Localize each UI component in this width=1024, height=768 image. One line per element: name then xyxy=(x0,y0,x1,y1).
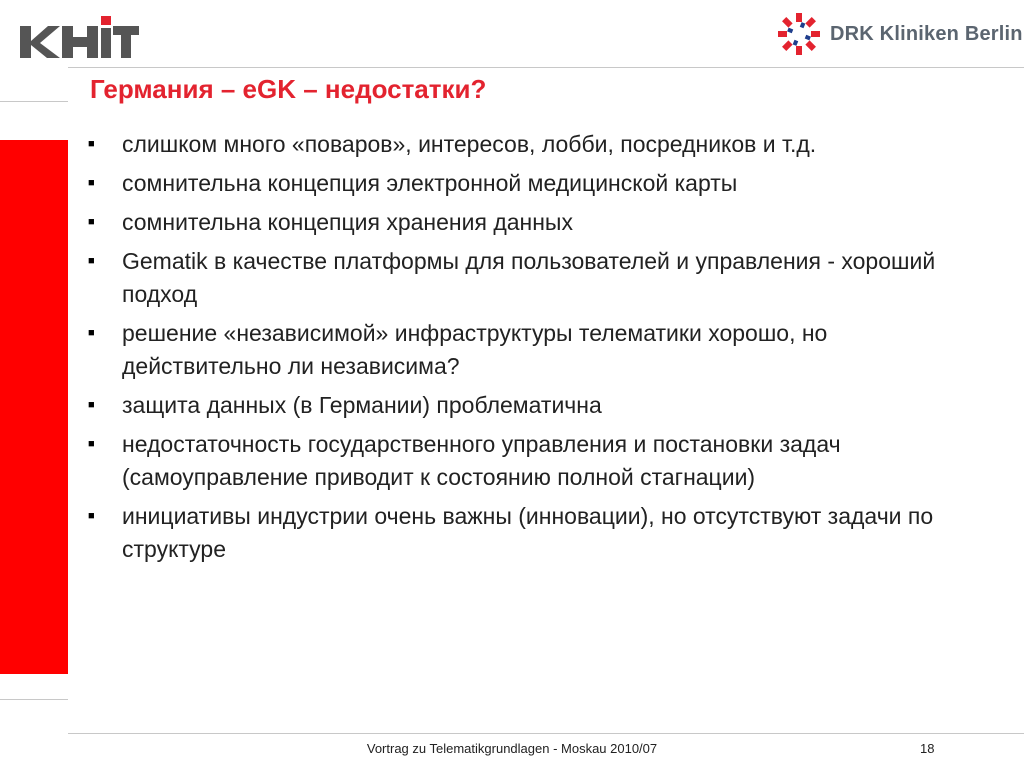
drk-emblem-icon xyxy=(776,11,822,57)
slide-title: Германия – eGK – недостатки? xyxy=(90,74,487,104)
list-item-text: инициативы индустрии очень важны (инновации), но отсутствуют задачи по структуре xyxy=(122,503,934,562)
khit-logo xyxy=(18,14,140,60)
list-item xyxy=(84,167,954,200)
list-item-text: недостаточность государственного управления и постановки задач (самоуправление приводит к состоянию полной стагнации) xyxy=(122,431,841,490)
bullet-marker-icon: ■ xyxy=(88,138,95,150)
left-divider-bottom xyxy=(0,699,68,700)
bullet-marker-icon: ■ xyxy=(88,216,95,228)
bullet-marker-icon: ■ xyxy=(88,510,95,522)
drk-logo-text: DRK Kliniken Berlin xyxy=(830,22,1023,45)
list-item xyxy=(84,245,954,311)
bullet-marker-icon: ■ xyxy=(88,177,95,189)
list-item xyxy=(84,128,954,161)
list-item xyxy=(84,206,954,239)
drk-logo xyxy=(776,10,1023,58)
list-item-text: защита данных (в Германии) проблематична xyxy=(122,392,602,418)
bullet-marker-icon: ■ xyxy=(88,399,95,411)
page-number: 18 xyxy=(920,741,935,756)
list-item xyxy=(84,317,954,383)
khit-logo-graphic xyxy=(18,14,140,60)
list-item xyxy=(84,428,954,494)
header-divider xyxy=(68,67,1024,68)
bullet-marker-icon: ■ xyxy=(88,327,95,339)
list-item-text: решение «независимой» инфраструктуры телематики хорошо, но действительно ли независима? xyxy=(122,320,828,379)
footer-divider xyxy=(68,733,1024,734)
list-item xyxy=(84,389,954,422)
list-item-text: Gematik в качестве платформы для пользователей и управления - хороший подход xyxy=(122,248,936,307)
red-side-bar xyxy=(0,140,68,674)
left-divider-top xyxy=(0,101,68,102)
bullet-list xyxy=(84,128,954,572)
list-item xyxy=(84,500,954,566)
bullet-marker-icon: ■ xyxy=(88,438,95,450)
list-item-text: слишком много «поваров», интересов, лобби, посредников и т.д. xyxy=(122,131,817,157)
footer-caption: Vortrag zu Telematikgrundlagen - Moskau 2010/07 xyxy=(366,741,658,756)
bullet-marker-icon: ■ xyxy=(88,255,95,267)
list-item-text: сомнительна концепция электронной медицинской карты xyxy=(122,170,738,196)
list-item-text: сомнительна концепция хранения данных xyxy=(122,209,573,235)
